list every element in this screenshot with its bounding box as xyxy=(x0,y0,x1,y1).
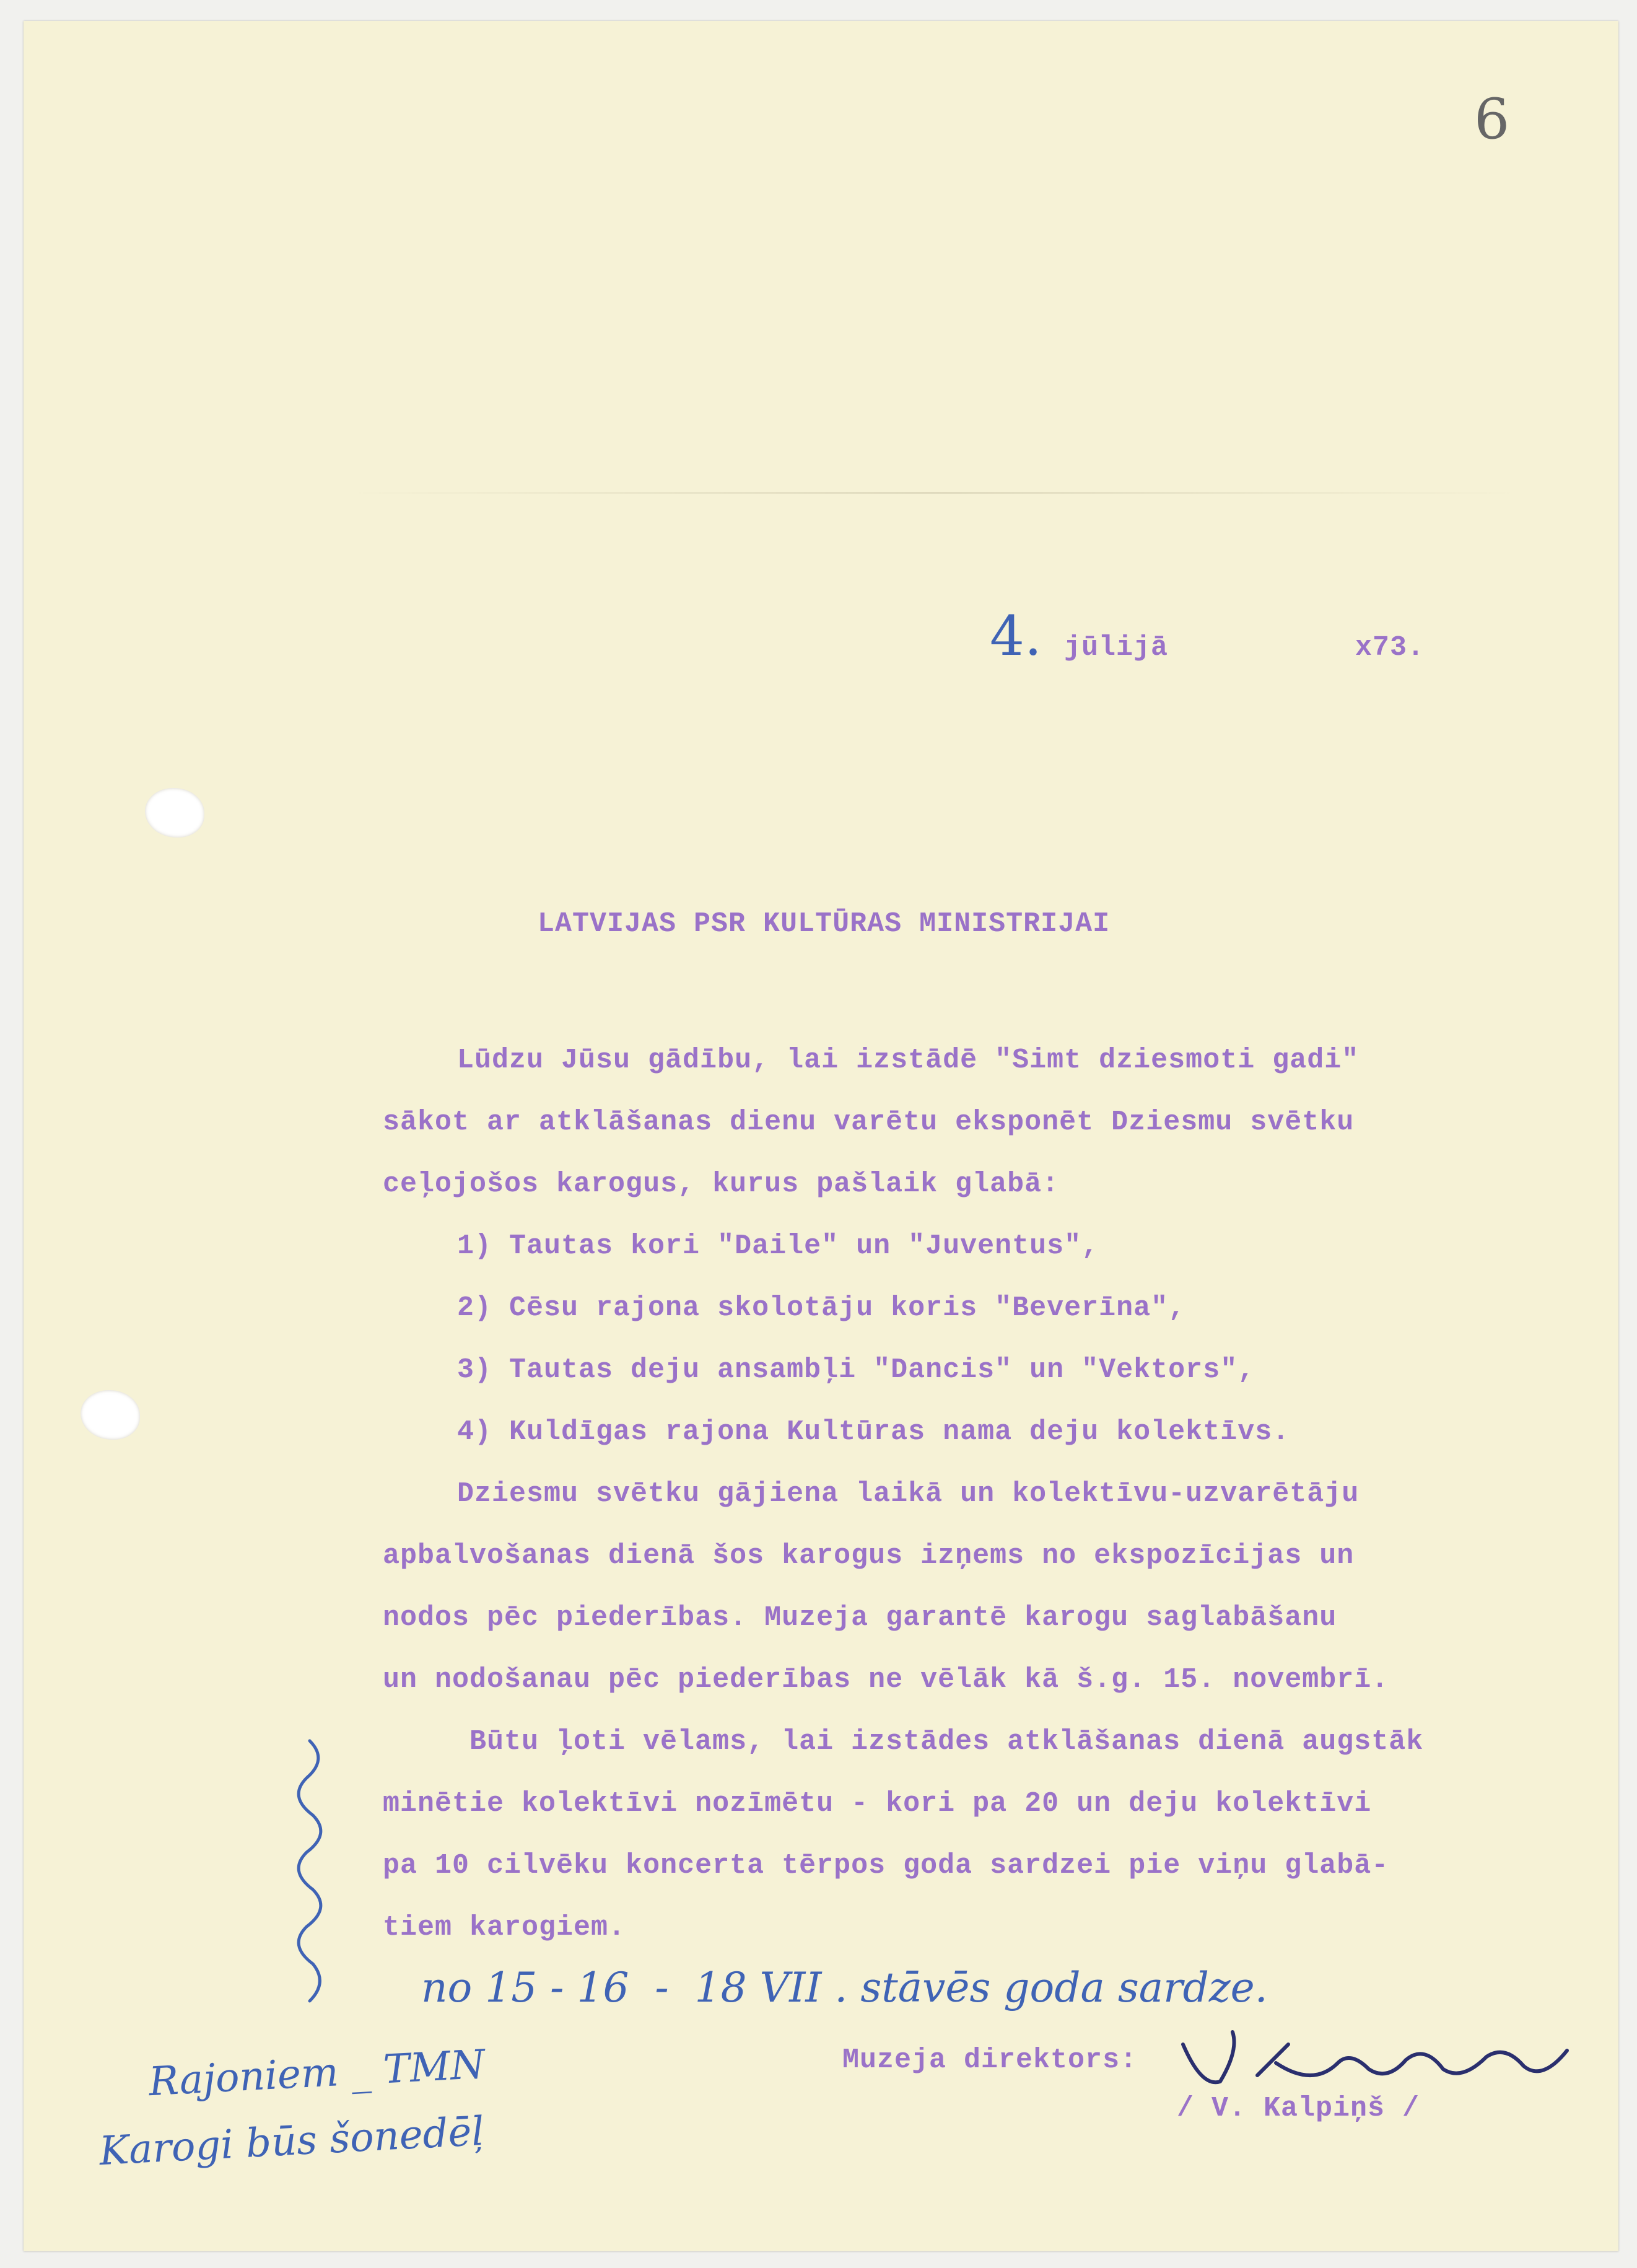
margin-note-2: Karogi būs šonedēļ xyxy=(98,2108,486,2175)
paragraph3-line-4: tiem karogiem. xyxy=(383,1912,626,1943)
page-number: 6 xyxy=(1474,87,1510,152)
intro-line-1: Lūdzu Jūsu gādību, lai izstādē "Simt dziesmoti gadi" xyxy=(457,1044,1360,1076)
paragraph3-line-3: pa 10 cilvēku koncerta tērpos goda sardzei pie viņu glabā- xyxy=(383,1850,1389,1881)
signatory-name: / V. Kalpiņš / xyxy=(1177,2093,1420,2124)
date-year: x73. xyxy=(1355,632,1425,663)
date-day: 4. xyxy=(990,604,1042,668)
paper-fold-line xyxy=(346,492,1522,494)
paragraph2-line-4: un nodošanau pēc piederības ne vēlāk kā š.g. 15. novembrī. xyxy=(383,1664,1389,1696)
list-item: 1) Tautas kori "Daile" un "Juventus", xyxy=(457,1230,1099,1262)
paragraph3-line-2: minētie kolektīvi nozīmētu - kori pa 20 un deju kolektīvi xyxy=(383,1788,1372,1819)
signature-scribble xyxy=(1177,2026,1573,2100)
addressee-heading: LATVIJAS PSR KULTŪRAS MINISTRIJAI xyxy=(538,908,1111,940)
intro-line-2: sākot ar atklāšanas dienu varētu eksponēt Dziesmu svētku xyxy=(383,1106,1355,1138)
paragraph2-line-1: Dziesmu svētku gājiena laikā un kolektīvu-uzvarētāju xyxy=(457,1478,1360,1510)
punch-hole-upper xyxy=(145,788,204,838)
list-item: 2) Cēsu rajona skolotāju koris "Beverīna", xyxy=(457,1292,1186,1324)
list-item: 3) Tautas deju ansambļi "Dancis" un "Vektors", xyxy=(457,1354,1255,1386)
margin-bracket-mark xyxy=(285,1735,341,2007)
intro-line-3: ceļojošos karogus, kurus pašlaik glabā: xyxy=(383,1168,1060,1200)
list-item: 4) Kuldīgas rajona Kultūras nama deju kolektīvs. xyxy=(457,1416,1290,1448)
signature-label: Muzeja direktors: xyxy=(842,2044,1138,2076)
paragraph3-line-1: Būtu ļoti vēlams, lai izstādes atklāšanas dienā augstāk xyxy=(469,1726,1424,1758)
date-month: jūlijā xyxy=(1064,632,1169,663)
paragraph2-line-2: apbalvošanas dienā šos karogus izņems no ekspozīcijas un xyxy=(383,1540,1355,1572)
handwritten-note: no 15 - 16 - 18 VII . stāvēs goda sardze. xyxy=(421,1964,1268,2012)
margin-note-1: Rajoniem _ TMN xyxy=(147,2041,486,2106)
paragraph2-line-3: nodos pēc piederības. Muzeja garantē karogu saglabāšanu xyxy=(383,1602,1337,1634)
punch-hole-lower xyxy=(81,1390,140,1440)
